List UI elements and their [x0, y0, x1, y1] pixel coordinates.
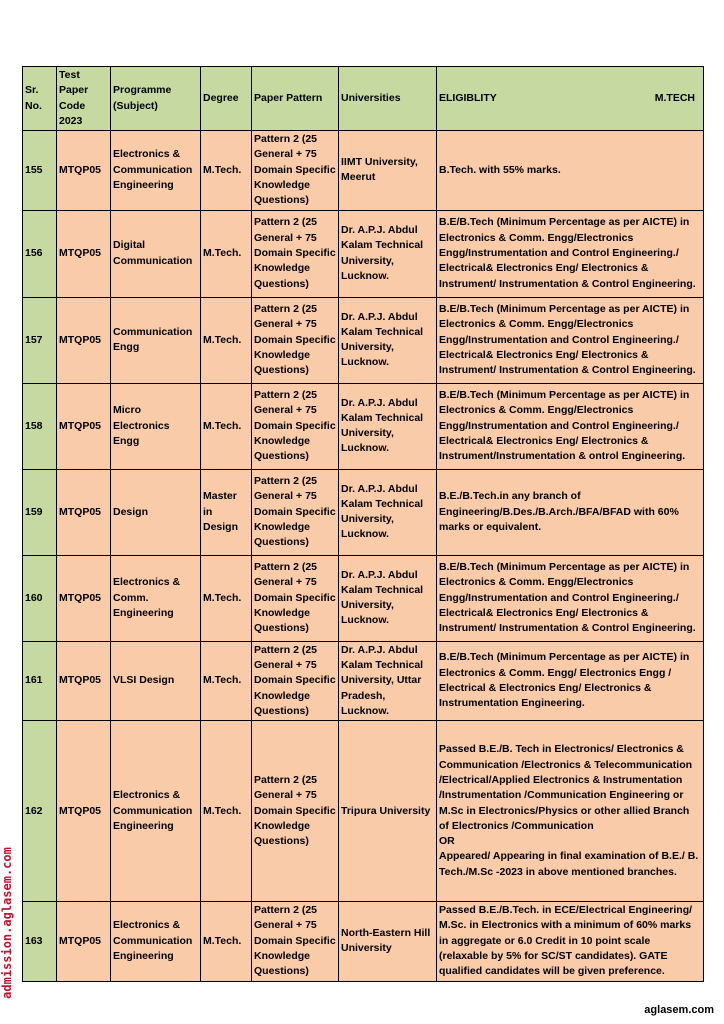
table-row — [23, 555, 704, 641]
pattern-cell: Pattern 2 (25 General + 75 Domain Specific Knowledge Questions) — [252, 555, 339, 641]
sr-no-cell: 158 — [23, 383, 57, 469]
paper-code-cell: MTQP05 — [57, 383, 111, 469]
table-row — [23, 469, 704, 555]
eligibility-table — [22, 66, 704, 982]
sr-no-cell: 155 — [23, 131, 57, 210]
programme-cell: Electronics & Communication Engineering — [111, 131, 201, 210]
degree-cell: M.Tech. — [201, 297, 252, 383]
programme-cell: Communication Engg — [111, 297, 201, 383]
header-sr-no: Sr. No. — [23, 67, 57, 131]
table-row — [23, 721, 704, 902]
university-cell: IIMT University, Meerut — [339, 131, 437, 210]
pattern-cell: Pattern 2 (25 General + 75 Domain Specific Knowledge Questions) — [252, 383, 339, 469]
header-programme: Programme (Subject) — [111, 67, 201, 131]
sr-no-cell: 163 — [23, 902, 57, 981]
paper-code-cell: MTQP05 — [57, 210, 111, 297]
eligibility-cell: B.E/B.Tech (Minimum Percentage as per AICTE) in Electronics & Comm. Engg/Electronics Engg/Instrumentation and Control Engineering./ Electrical& Electronics Eng/ Electronics & Instrument/ Instrumentation & Control Engineering. — [437, 555, 704, 641]
programme-cell: Electronics & Comm. Engineering — [111, 555, 201, 641]
pattern-cell: Pattern 2 (25 General + 75 Domain Specific Knowledge Questions) — [252, 210, 339, 297]
sr-no-cell: 159 — [23, 469, 57, 555]
university-cell: Dr. A.P.J. Abdul Kalam Technical University, Lucknow. — [339, 469, 437, 555]
pattern-cell: Pattern 2 (25 General + 75 Domain Specific Knowledge Questions) — [252, 131, 339, 210]
sr-no-cell: 160 — [23, 555, 57, 641]
university-cell: Dr. A.P.J. Abdul Kalam Technical University, Lucknow. — [339, 555, 437, 641]
table-row — [23, 131, 704, 210]
degree-cell: M.Tech. — [201, 210, 252, 297]
pattern-cell: Pattern 2 (25 General + 75 Domain Specific Knowledge Questions) — [252, 902, 339, 981]
degree-cell: M.Tech. — [201, 131, 252, 210]
programme-cell: Micro Electronics Engg — [111, 383, 201, 469]
watermark-text: admission.aglasem.com — [0, 847, 14, 999]
table-row — [23, 383, 704, 469]
programme-cell: Digital Communication — [111, 210, 201, 297]
pattern-cell: Pattern 2 (25 General + 75 Domain Specific Knowledge Questions) — [252, 641, 339, 720]
university-cell: Dr. A.P.J. Abdul Kalam Technical University, Lucknow. — [339, 297, 437, 383]
degree-cell: M.Tech. — [201, 641, 252, 720]
header-test-paper-code: Test Paper Code 2023 — [57, 67, 111, 131]
paper-code-cell: MTQP05 — [57, 641, 111, 720]
degree-cell: M.Tech. — [201, 721, 252, 902]
degree-cell: Master in Design — [201, 469, 252, 555]
header-universities: Universities — [339, 67, 437, 131]
sr-no-cell: 161 — [23, 641, 57, 720]
eligibility-extra: Appeared/ Appearing in final examination of B.E./ B. Tech./M.Sc -2023 in above mentioned branches. — [439, 850, 699, 878]
sr-no-cell: 157 — [23, 297, 57, 383]
university-cell: North-Eastern Hill University — [339, 902, 437, 981]
pattern-cell: Pattern 2 (25 General + 75 Domain Specific Knowledge Questions) — [252, 469, 339, 555]
sr-no-cell: 156 — [23, 210, 57, 297]
header-row — [23, 67, 704, 131]
eligibility-cell: B.E/B.Tech (Minimum Percentage as per AICTE) in Electronics & Comm. Engg/Electronics Engg/Instrumentation and Control Engineering./ Electrical& Electronics Eng/ Electronics & Instrument/ Instrumentation & Control Engineering. — [437, 210, 704, 297]
watermark — [0, 828, 14, 1018]
eligibility-cell: B.Tech. with 55% marks. — [437, 131, 704, 210]
degree-cell: M.Tech. — [201, 555, 252, 641]
eligibility-text: Passed B.E./B. Tech in Electronics/ Electronics & Communication /Electronics & Telecommunication /Electrical/Applied Electronics & Instrumentation /Instrumentation /Communication Engineering or M.Sc in Electronics/Physics or other allied Branch of Electronics /Communication — [439, 743, 693, 832]
university-cell: Dr. A.P.J. Abdul Kalam Technical University, Lucknow. — [339, 383, 437, 469]
eligibility-cell: B.E/B.Tech (Minimum Percentage as per AICTE) in Electronics & Comm. Engg/Electronics Engg/Instrumentation and Control Engineering./ Electrical& Electronics Eng/ Electronics & Instrument/Instrumentation & ontrol Engineering. — [437, 383, 704, 469]
pattern-cell: Pattern 2 (25 General + 75 Domain Specific Knowledge Questions) — [252, 297, 339, 383]
paper-code-cell: MTQP05 — [57, 555, 111, 641]
table-row — [23, 297, 704, 383]
table-row — [23, 641, 704, 720]
header-degree: Degree — [201, 67, 252, 131]
paper-code-cell: MTQP05 — [57, 297, 111, 383]
pattern-cell: Pattern 2 (25 General + 75 Domain Specific Knowledge Questions) — [252, 721, 339, 902]
footer-site-name: aglasem.com — [644, 1004, 714, 1016]
degree-cell: M.Tech. — [201, 902, 252, 981]
eligibility-cell: B.E/B.Tech (Minimum Percentage as per AICTE) in Electronics & Comm. Engg/ Electronics Engg / Electrical & Electronics Eng/ Electronics & Instrumentation Engineering. — [437, 641, 704, 720]
paper-code-cell: MTQP05 — [57, 469, 111, 555]
eligibility-cell: B.E./B.Tech.in any branch of Engineering/B.Des./B.Arch./BFA/BFAD with 60% marks or equivalent. — [437, 469, 704, 555]
programme-cell: Design — [111, 469, 201, 555]
programme-cell: VLSI Design — [111, 641, 201, 720]
header-paper-pattern: Paper Pattern — [252, 67, 339, 131]
eligibility-cell: B.E/B.Tech (Minimum Percentage as per AICTE) in Electronics & Comm. Engg/Electronics Engg/Instrumentation and Control Engineering./ Electrical& Electronics Eng/ Electronics & Instrument/ Instrumentation & Control Engineering. — [437, 297, 704, 383]
paper-code-cell: MTQP05 — [57, 131, 111, 210]
eligibility-cell: Passed B.E./B.Tech. in ECE/Electrical Engineering/ M.Sc. in Electronics with a minimum of 60% marks in aggregate or 6.0 Credit in 10 point scale (relaxable by 5% for SC/ST candidates). GATE qualified candidates will be given preference. — [437, 902, 704, 981]
paper-code-cell: MTQP05 — [57, 721, 111, 902]
programme-cell: Electronics & Communication Engineering — [111, 721, 201, 902]
header-eligibility-label: ELIGIBLITY — [439, 91, 497, 104]
table-row — [23, 210, 704, 297]
sr-no-cell: 162 — [23, 721, 57, 902]
eligibility-cell — [437, 721, 704, 902]
header-eligibility — [437, 67, 704, 131]
header-mtech-label: M.TECH — [654, 91, 695, 104]
programme-cell: Electronics & Communication Engineering — [111, 902, 201, 981]
paper-code-cell: MTQP05 — [57, 902, 111, 981]
university-cell: Dr. A.P.J. Abdul Kalam Technical University, Lucknow. — [339, 210, 437, 297]
degree-cell: M.Tech. — [201, 383, 252, 469]
eligibility-or: OR — [439, 835, 455, 848]
university-cell: Tripura University — [339, 721, 437, 902]
table-row — [23, 902, 704, 981]
university-cell: Dr. A.P.J. Abdul Kalam Technical University, Uttar Pradesh, Lucknow. — [339, 641, 437, 720]
